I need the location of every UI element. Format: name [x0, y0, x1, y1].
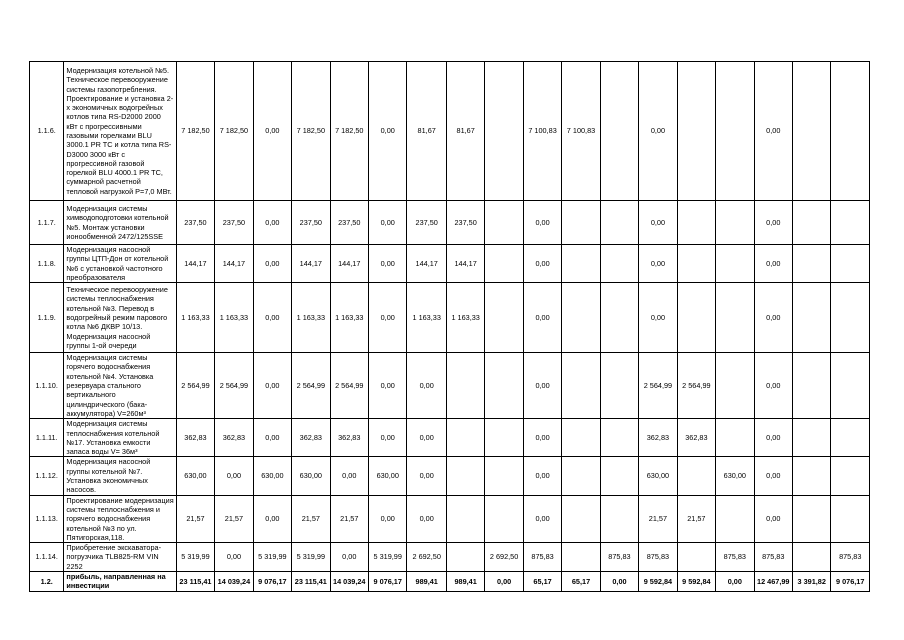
value-cell [562, 245, 600, 283]
value-cell: 989,41 [407, 572, 446, 592]
value-cell: 237,50 [176, 201, 214, 245]
value-cell [485, 419, 523, 457]
value-cell: 0,00 [369, 495, 407, 542]
value-cell: 1 163,33 [215, 283, 253, 353]
value-cell: 2 564,99 [677, 353, 715, 419]
table-row [30, 419, 870, 457]
value-cell: 21,57 [215, 495, 253, 542]
value-cell [600, 245, 638, 283]
value-cell: 630,00 [176, 457, 214, 495]
value-cell: 21,57 [292, 495, 330, 542]
value-cell: 875,83 [639, 543, 677, 572]
value-cell [793, 543, 831, 572]
row-number: 1.1.12. [30, 457, 64, 495]
value-cell [793, 457, 831, 495]
value-cell: 0,00 [523, 419, 561, 457]
value-cell [716, 201, 754, 245]
value-cell: 0,00 [407, 353, 446, 419]
value-cell: 7 182,50 [215, 62, 253, 201]
value-cell: 144,17 [407, 245, 446, 283]
value-cell: 2 692,50 [407, 543, 446, 572]
value-cell [600, 62, 638, 201]
value-cell: 875,83 [523, 543, 561, 572]
table-row [30, 457, 870, 495]
row-description: Техническое перевооружение системы теплоснабжения котельной №3. Перевод в водогрейный режим парового котла №6 ДКВР 10/13. Модернизация насосной группы 1-ой очереди [64, 283, 176, 353]
value-cell [562, 543, 600, 572]
value-cell [485, 353, 523, 419]
value-cell: 0,00 [754, 245, 792, 283]
value-cell [831, 353, 870, 419]
value-cell [485, 283, 523, 353]
value-cell: 362,83 [639, 419, 677, 457]
value-cell: 0,00 [369, 419, 407, 457]
value-cell [716, 62, 754, 201]
value-cell: 0,00 [369, 62, 407, 201]
value-cell: 21,57 [639, 495, 677, 542]
value-cell [793, 353, 831, 419]
value-cell: 0,00 [369, 201, 407, 245]
value-cell: 0,00 [253, 245, 291, 283]
value-cell [562, 419, 600, 457]
value-cell: 0,00 [407, 457, 446, 495]
value-cell: 0,00 [523, 245, 561, 283]
value-cell [677, 457, 715, 495]
value-cell: 237,50 [292, 201, 330, 245]
value-cell: 0,00 [754, 201, 792, 245]
value-cell: 630,00 [716, 457, 754, 495]
value-cell: 9 076,17 [253, 572, 291, 592]
value-cell: 14 039,24 [215, 572, 253, 592]
value-cell: 81,67 [407, 62, 446, 201]
value-cell: 0,00 [716, 572, 754, 592]
value-cell: 0,00 [253, 419, 291, 457]
value-cell: 0,00 [754, 457, 792, 495]
value-cell: 2 564,99 [639, 353, 677, 419]
value-cell: 0,00 [639, 283, 677, 353]
value-cell [446, 543, 484, 572]
row-number: 1.2. [30, 572, 64, 592]
value-cell: 0,00 [253, 201, 291, 245]
value-cell: 23 115,41 [176, 572, 214, 592]
value-cell [562, 201, 600, 245]
row-description: Модернизация системы теплоснабжения котельной №17. Установка емкости запаса воды V= 36м³ [64, 419, 176, 457]
value-cell [600, 495, 638, 542]
value-cell: 0,00 [407, 495, 446, 542]
value-cell [831, 457, 870, 495]
value-cell [716, 495, 754, 542]
value-cell [446, 419, 484, 457]
value-cell: 0,00 [369, 283, 407, 353]
value-cell: 65,17 [523, 572, 561, 592]
value-cell: 0,00 [253, 495, 291, 542]
row-number: 1.1.8. [30, 245, 64, 283]
value-cell [677, 283, 715, 353]
value-cell: 1 163,33 [446, 283, 484, 353]
value-cell: 21,57 [330, 495, 368, 542]
value-cell: 0,00 [639, 201, 677, 245]
value-cell: 0,00 [639, 245, 677, 283]
table-row [30, 62, 870, 201]
value-cell: 362,83 [176, 419, 214, 457]
investment-table [29, 61, 870, 592]
value-cell: 81,67 [446, 62, 484, 201]
value-cell: 0,00 [369, 353, 407, 419]
row-description: Модернизация системы горячего водоснабжения котельной №4. Установка резервуара стального вертикального цилиндрического (бака-аккумулятора) V=260м³ [64, 353, 176, 419]
value-cell [831, 245, 870, 283]
row-number: 1.1.13. [30, 495, 64, 542]
value-cell: 9 592,84 [639, 572, 677, 592]
value-cell: 9 592,84 [677, 572, 715, 592]
value-cell: 875,83 [754, 543, 792, 572]
table-row [30, 353, 870, 419]
value-cell: 237,50 [446, 201, 484, 245]
value-cell: 0,00 [523, 201, 561, 245]
value-cell [793, 62, 831, 201]
value-cell: 630,00 [292, 457, 330, 495]
value-cell [716, 419, 754, 457]
value-cell [485, 245, 523, 283]
value-cell: 1 163,33 [176, 283, 214, 353]
value-cell: 5 319,99 [176, 543, 214, 572]
row-description: прибыль, направленная на инвестиции [64, 572, 176, 592]
value-cell [716, 283, 754, 353]
value-cell [562, 283, 600, 353]
table-row [30, 495, 870, 542]
value-cell: 362,83 [330, 419, 368, 457]
value-cell [716, 245, 754, 283]
row-number: 1.1.14. [30, 543, 64, 572]
value-cell: 7 100,83 [523, 62, 561, 201]
value-cell: 9 076,17 [831, 572, 870, 592]
value-cell [600, 353, 638, 419]
row-description: Модернизация насосной группы котельной №7. Установка экономичных насосов. [64, 457, 176, 495]
value-cell [677, 543, 715, 572]
value-cell [485, 62, 523, 201]
value-cell [831, 419, 870, 457]
row-number: 1.1.11. [30, 419, 64, 457]
row-number: 1.1.9. [30, 283, 64, 353]
value-cell: 362,83 [677, 419, 715, 457]
value-cell: 2 564,99 [292, 353, 330, 419]
value-cell: 0,00 [215, 543, 253, 572]
value-cell [562, 457, 600, 495]
value-cell: 3 391,82 [793, 572, 831, 592]
value-cell: 0,00 [485, 572, 523, 592]
value-cell: 21,57 [677, 495, 715, 542]
value-cell [831, 62, 870, 201]
value-cell [600, 457, 638, 495]
value-cell: 0,00 [600, 572, 638, 592]
value-cell: 0,00 [523, 457, 561, 495]
value-cell: 5 319,99 [369, 543, 407, 572]
value-cell: 144,17 [292, 245, 330, 283]
value-cell: 875,83 [600, 543, 638, 572]
value-cell [793, 495, 831, 542]
value-cell: 0,00 [639, 62, 677, 201]
value-cell: 1 163,33 [292, 283, 330, 353]
value-cell [485, 457, 523, 495]
value-cell: 0,00 [330, 543, 368, 572]
value-cell: 630,00 [639, 457, 677, 495]
value-cell: 875,83 [831, 543, 870, 572]
value-cell: 0,00 [754, 62, 792, 201]
value-cell: 0,00 [523, 495, 561, 542]
value-cell [716, 353, 754, 419]
row-number: 1.1.6. [30, 62, 64, 201]
value-cell: 2 564,99 [176, 353, 214, 419]
value-cell: 875,83 [716, 543, 754, 572]
value-cell [677, 201, 715, 245]
table-row [30, 572, 870, 592]
value-cell: 237,50 [330, 201, 368, 245]
value-cell: 0,00 [215, 457, 253, 495]
value-cell: 0,00 [754, 495, 792, 542]
value-cell: 1 163,33 [407, 283, 446, 353]
table-row [30, 543, 870, 572]
value-cell: 5 319,99 [253, 543, 291, 572]
value-cell: 7 182,50 [292, 62, 330, 201]
row-number: 1.1.10. [30, 353, 64, 419]
value-cell: 0,00 [253, 62, 291, 201]
value-cell: 989,41 [446, 572, 484, 592]
value-cell: 0,00 [754, 283, 792, 353]
value-cell: 0,00 [407, 419, 446, 457]
value-cell: 2 564,99 [330, 353, 368, 419]
value-cell: 362,83 [215, 419, 253, 457]
value-cell [446, 495, 484, 542]
table-row [30, 201, 870, 245]
value-cell [600, 283, 638, 353]
value-cell: 12 467,99 [754, 572, 792, 592]
value-cell: 14 039,24 [330, 572, 368, 592]
row-number: 1.1.7. [30, 201, 64, 245]
value-cell: 630,00 [369, 457, 407, 495]
value-cell: 7 182,50 [176, 62, 214, 201]
value-cell: 144,17 [446, 245, 484, 283]
value-cell: 0,00 [369, 245, 407, 283]
value-cell: 0,00 [754, 419, 792, 457]
value-cell: 1 163,33 [330, 283, 368, 353]
value-cell: 7 182,50 [330, 62, 368, 201]
value-cell [446, 353, 484, 419]
row-description: Модернизация котельной №5. Техническое перевооружение системы газопотребления. Проектирование и установка 2-х экономичных водогрейных котлов типа RS-D2000 2000 кВт с прогрессивными газовыми горелками BLU 3000.1 PR TC и котла типа RS-D3000 3000 кВт с прогрессивной газовой горелкой BLU 4000.1 PR TC, суммарной расчетной тепловой нагрузкой P=7,0 МВт. [64, 62, 176, 201]
value-cell: 65,17 [562, 572, 600, 592]
value-cell: 21,57 [176, 495, 214, 542]
value-cell: 237,50 [407, 201, 446, 245]
table-row [30, 283, 870, 353]
value-cell [562, 353, 600, 419]
value-cell [600, 419, 638, 457]
row-description: Проектирование модернизация системы теплоснабжения и горячего водоснабжения котельной №3 по ул. Пятигорская,118. [64, 495, 176, 542]
value-cell [831, 495, 870, 542]
row-description: Приобретение экскаватора-погрузчика TLB825-RM VIN 2252 [64, 543, 176, 572]
value-cell: 9 076,17 [369, 572, 407, 592]
value-cell: 0,00 [754, 353, 792, 419]
table-row [30, 245, 870, 283]
value-cell [793, 283, 831, 353]
row-description: Модернизация системы химводоподготовки котельной №5. Монтаж установки ионообменной 2472/125SSE [64, 201, 176, 245]
value-cell: 144,17 [176, 245, 214, 283]
value-cell [562, 495, 600, 542]
value-cell [793, 245, 831, 283]
value-cell: 2 564,99 [215, 353, 253, 419]
value-cell [600, 201, 638, 245]
value-cell: 144,17 [330, 245, 368, 283]
value-cell: 0,00 [523, 353, 561, 419]
value-cell [677, 245, 715, 283]
value-cell: 0,00 [523, 283, 561, 353]
value-cell: 362,83 [292, 419, 330, 457]
value-cell [793, 201, 831, 245]
value-cell: 0,00 [253, 283, 291, 353]
value-cell: 0,00 [330, 457, 368, 495]
value-cell [831, 283, 870, 353]
value-cell [831, 201, 870, 245]
value-cell: 0,00 [253, 353, 291, 419]
value-cell [485, 495, 523, 542]
value-cell: 144,17 [215, 245, 253, 283]
value-cell: 7 100,83 [562, 62, 600, 201]
value-cell [446, 457, 484, 495]
value-cell: 630,00 [253, 457, 291, 495]
value-cell [677, 62, 715, 201]
row-description: Модернизация насосной группы ЦТП-Дон от котельной №6 с установкой частотного преобразователя [64, 245, 176, 283]
value-cell [485, 201, 523, 245]
value-cell: 2 692,50 [485, 543, 523, 572]
value-cell [793, 419, 831, 457]
value-cell: 237,50 [215, 201, 253, 245]
value-cell: 5 319,99 [292, 543, 330, 572]
value-cell: 23 115,41 [292, 572, 330, 592]
